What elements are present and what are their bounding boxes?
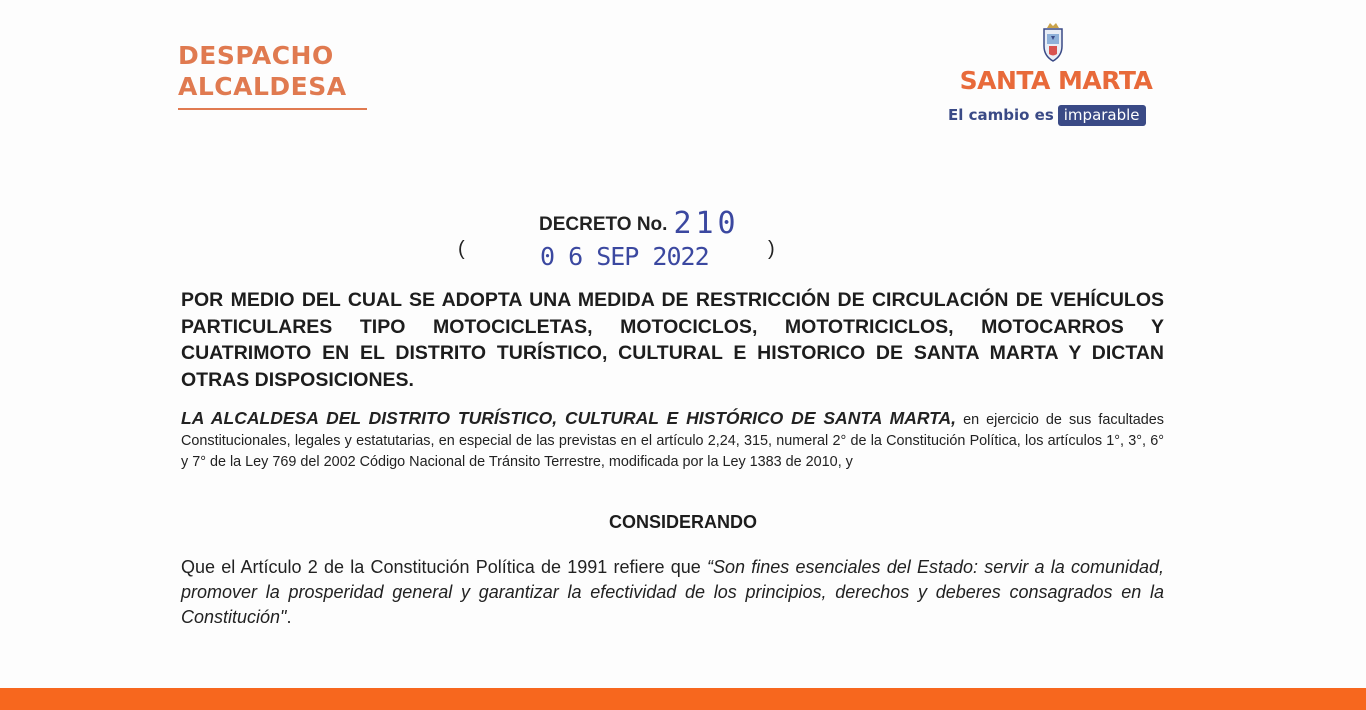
considerando-heading: CONSIDERANDO <box>608 512 757 532</box>
footer-accent-bar <box>0 688 1366 710</box>
slogan <box>948 106 1146 124</box>
slogan-highlight: imparable <box>1058 105 1146 126</box>
city-name: SANTA MARTA <box>959 66 1153 95</box>
decree-number-stamp: 210 <box>673 206 740 241</box>
paragraph-tail: . <box>286 607 292 627</box>
decree-date-stamp: 0 6 SEP 2022 <box>540 242 709 271</box>
paren-open: ( <box>458 238 465 260</box>
alcaldesa-line: ALCALDESA <box>178 72 347 101</box>
decree-heading <box>539 206 740 241</box>
header-underline <box>178 108 367 110</box>
santa-marta-logo <box>946 22 1166 132</box>
paragraph-lead: Que el Artículo 2 de la Constitución Política de 1991 refiere que <box>181 557 707 577</box>
constitution-quote: “Son fines esenciales del Estado: servir a la comunidad, promover la prosperidad general y garantizar la efectividad de los principios, derechos y deberes consagrados en la Constitución" <box>181 557 1164 627</box>
considerando-paragraph-1 <box>181 555 1164 630</box>
paren-close: ) <box>768 238 775 260</box>
intro-text: en ejercicio de sus facultades Constitucionales, legales y estatutarias, en especial de las previstas en el artículo 2,24, 315, numeral 2° de la Constitución Política, los artículos 1°, 3°, 6° y 7° de la Ley 769 del 2002 Código Nacional de Tránsito Terrestre, modificada por la Ley 1383 de 2010, y <box>181 412 1164 470</box>
authority-name: LA ALCALDESA DEL DISTRITO TURÍSTICO, CULTURAL E HISTÓRICO DE SANTA MARTA, <box>181 408 957 428</box>
decree-title: POR MEDIO DEL CUAL SE ADOPTA UNA MEDIDA DE RESTRICCIÓN DE CIRCULACIÓN DE VEHÍCULOS PARTICULARES TIPO MOTOCICLETAS, MOTOCICLOS, MOTOTRICICLOS, MOTOCARROS Y CUATRIMOTO EN EL DISTRITO TURÍSTICO, CULTURAL E HISTORICO DE SANTA MARTA Y DICTAN OTRAS DISPOSICIONES. <box>181 289 1164 391</box>
despacho-line: DESPACHO <box>178 41 334 70</box>
despacho-alcaldesa-header <box>178 40 368 110</box>
coat-of-arms-icon <box>1041 22 1065 62</box>
intro-paragraph <box>181 408 1164 473</box>
decree-label: DECRETO No. <box>539 214 668 235</box>
slogan-prefix: El cambio es <box>948 106 1054 124</box>
